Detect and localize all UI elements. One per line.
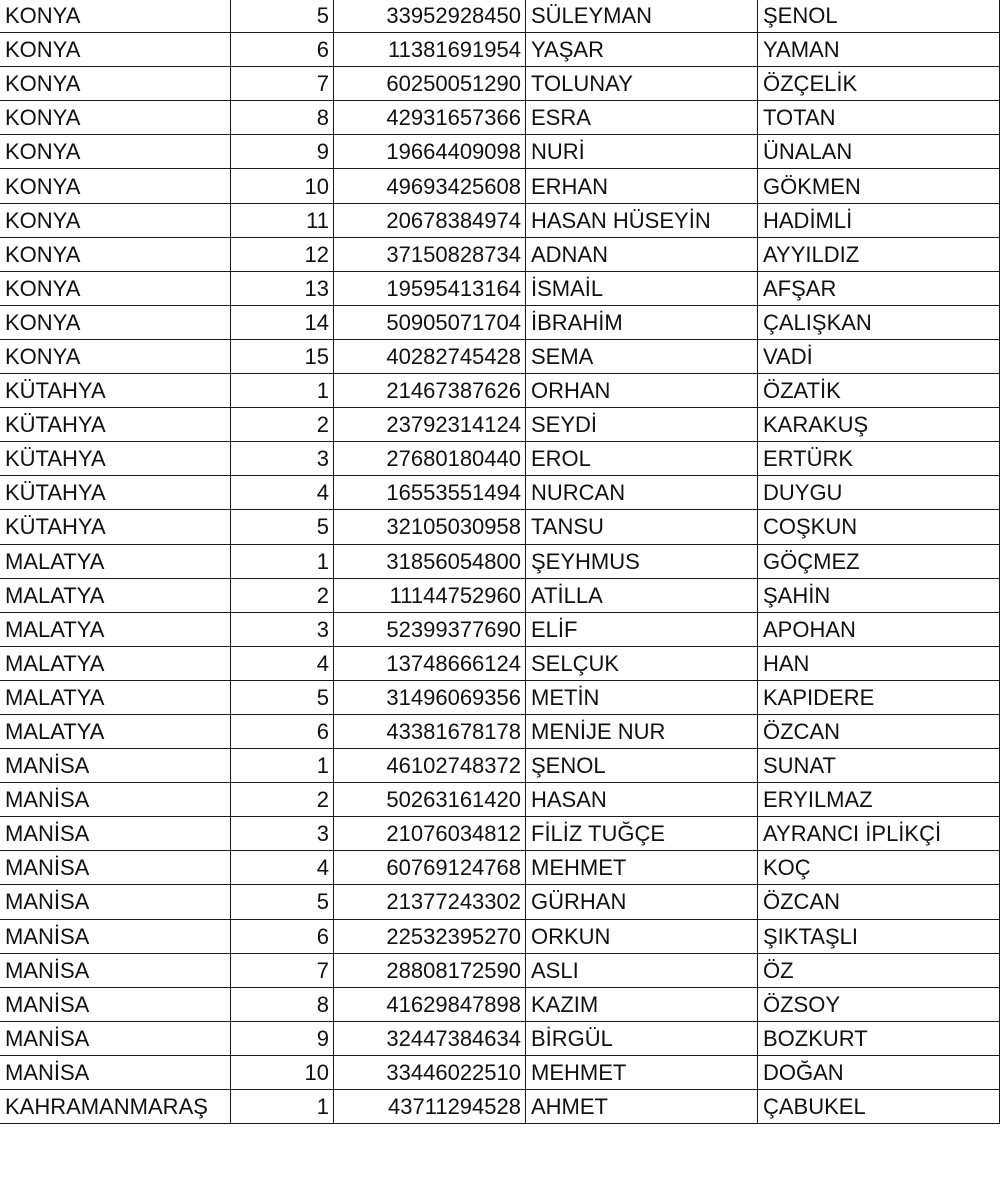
row-number-cell[interactable]: 3: [231, 442, 334, 476]
row-number-cell[interactable]: 13: [231, 271, 334, 305]
table-row: [0, 885, 1000, 919]
first-name-cell[interactable]: TANSU: [526, 510, 758, 544]
province-cell[interactable]: MANİSA: [0, 817, 231, 851]
last-name-cell[interactable]: ÇALIŞKAN: [758, 305, 1000, 339]
row-number-cell[interactable]: 1: [231, 749, 334, 783]
row-number-cell[interactable]: 3: [231, 817, 334, 851]
table-row: [0, 374, 1000, 408]
first-name-cell[interactable]: MEHMET: [526, 1055, 758, 1089]
table-row: [0, 101, 1000, 135]
id-number-cell[interactable]: 19664409098: [334, 135, 526, 169]
row-number-cell[interactable]: 8: [231, 101, 334, 135]
first-name-cell[interactable]: KAZIM: [526, 987, 758, 1021]
province-cell[interactable]: KONYA: [0, 135, 231, 169]
first-name-cell[interactable]: ERHAN: [526, 169, 758, 203]
province-cell[interactable]: KONYA: [0, 67, 231, 101]
last-name-cell[interactable]: ÖZCAN: [758, 714, 1000, 748]
first-name-cell[interactable]: HASAN: [526, 783, 758, 817]
id-number-cell[interactable]: 16553551494: [334, 476, 526, 510]
table-row: [0, 408, 1000, 442]
province-cell[interactable]: KONYA: [0, 305, 231, 339]
id-number-cell[interactable]: 50905071704: [334, 305, 526, 339]
last-name-cell[interactable]: ERTÜRK: [758, 442, 1000, 476]
row-number-cell[interactable]: 1: [231, 544, 334, 578]
id-number-cell[interactable]: 32447384634: [334, 1021, 526, 1055]
id-number-cell[interactable]: 50263161420: [334, 783, 526, 817]
last-name-cell[interactable]: VADİ: [758, 339, 1000, 373]
first-name-cell[interactable]: SELÇUK: [526, 646, 758, 680]
table-row: [0, 953, 1000, 987]
table-row: [0, 987, 1000, 1021]
table-row: [0, 612, 1000, 646]
province-cell[interactable]: KÜTAHYA: [0, 374, 231, 408]
province-cell[interactable]: MALATYA: [0, 544, 231, 578]
id-number-cell[interactable]: 42931657366: [334, 101, 526, 135]
province-cell[interactable]: MALATYA: [0, 680, 231, 714]
last-name-cell[interactable]: KOÇ: [758, 851, 1000, 885]
province-cell[interactable]: MANİSA: [0, 851, 231, 885]
row-number-cell[interactable]: 4: [231, 851, 334, 885]
id-number-cell[interactable]: 52399377690: [334, 612, 526, 646]
last-name-cell[interactable]: AYYILDIZ: [758, 237, 1000, 271]
last-name-cell[interactable]: HADİMLİ: [758, 203, 1000, 237]
table-row: [0, 271, 1000, 305]
row-number-cell[interactable]: 11: [231, 203, 334, 237]
last-name-cell[interactable]: BOZKURT: [758, 1021, 1000, 1055]
last-name-cell[interactable]: ÖZATİK: [758, 374, 1000, 408]
province-cell[interactable]: MALATYA: [0, 646, 231, 680]
row-number-cell[interactable]: 10: [231, 169, 334, 203]
last-name-cell[interactable]: SUNAT: [758, 749, 1000, 783]
last-name-cell[interactable]: ŞIKTAŞLI: [758, 919, 1000, 953]
table-row: [0, 33, 1000, 67]
id-number-cell[interactable]: 11381691954: [334, 33, 526, 67]
last-name-cell[interactable]: APOHAN: [758, 612, 1000, 646]
first-name-cell[interactable]: ASLI: [526, 953, 758, 987]
id-number-cell[interactable]: 41629847898: [334, 987, 526, 1021]
id-number-cell[interactable]: 43711294528: [334, 1090, 526, 1124]
province-cell[interactable]: MANİSA: [0, 783, 231, 817]
province-cell[interactable]: MANİSA: [0, 953, 231, 987]
last-name-cell[interactable]: ÇABUKEL: [758, 1090, 1000, 1124]
province-cell[interactable]: MANİSA: [0, 1021, 231, 1055]
row-number-cell[interactable]: 6: [231, 919, 334, 953]
province-cell[interactable]: KONYA: [0, 339, 231, 373]
id-number-cell[interactable]: 22532395270: [334, 919, 526, 953]
table-row: [0, 67, 1000, 101]
first-name-cell[interactable]: İBRAHİM: [526, 305, 758, 339]
id-number-cell[interactable]: 20678384974: [334, 203, 526, 237]
row-number-cell[interactable]: 5: [231, 680, 334, 714]
last-name-cell[interactable]: ŞAHİN: [758, 578, 1000, 612]
last-name-cell[interactable]: ÖZ: [758, 953, 1000, 987]
province-cell[interactable]: MANİSA: [0, 749, 231, 783]
last-name-cell[interactable]: YAMAN: [758, 33, 1000, 67]
id-number-cell[interactable]: 43381678178: [334, 714, 526, 748]
table-row: [0, 237, 1000, 271]
first-name-cell[interactable]: YAŞAR: [526, 33, 758, 67]
table-row: [0, 0, 1000, 33]
first-name-cell[interactable]: ADNAN: [526, 237, 758, 271]
table-row: [0, 680, 1000, 714]
row-number-cell[interactable]: 6: [231, 714, 334, 748]
row-number-cell[interactable]: 3: [231, 612, 334, 646]
id-number-cell[interactable]: 19595413164: [334, 271, 526, 305]
id-number-cell[interactable]: 32105030958: [334, 510, 526, 544]
province-cell[interactable]: KONYA: [0, 237, 231, 271]
row-number-cell[interactable]: 5: [231, 0, 334, 33]
row-number-cell[interactable]: 9: [231, 135, 334, 169]
table-row: [0, 1021, 1000, 1055]
row-number-cell[interactable]: 1: [231, 374, 334, 408]
row-number-cell[interactable]: 5: [231, 510, 334, 544]
province-cell[interactable]: KÜTAHYA: [0, 510, 231, 544]
id-number-cell[interactable]: 23792314124: [334, 408, 526, 442]
first-name-cell[interactable]: SEYDİ: [526, 408, 758, 442]
row-number-cell[interactable]: 6: [231, 33, 334, 67]
table-row: [0, 135, 1000, 169]
first-name-cell[interactable]: ATİLLA: [526, 578, 758, 612]
id-number-cell[interactable]: 37150828734: [334, 237, 526, 271]
first-name-cell[interactable]: EROL: [526, 442, 758, 476]
first-name-cell[interactable]: FİLİZ TUĞÇE: [526, 817, 758, 851]
province-cell[interactable]: KAHRAMANMARAŞ: [0, 1090, 231, 1124]
first-name-cell[interactable]: HASAN HÜSEYİN: [526, 203, 758, 237]
row-number-cell[interactable]: 10: [231, 1055, 334, 1089]
table-row: [0, 442, 1000, 476]
province-cell[interactable]: KÜTAHYA: [0, 476, 231, 510]
first-name-cell[interactable]: SEMA: [526, 339, 758, 373]
last-name-cell[interactable]: GÖÇMEZ: [758, 544, 1000, 578]
first-name-cell[interactable]: MENİJE NUR: [526, 714, 758, 748]
table-row: [0, 339, 1000, 373]
first-name-cell[interactable]: İSMAİL: [526, 271, 758, 305]
first-name-cell[interactable]: ŞENOL: [526, 749, 758, 783]
province-cell[interactable]: KONYA: [0, 33, 231, 67]
id-number-cell[interactable]: 33446022510: [334, 1055, 526, 1089]
last-name-cell[interactable]: COŞKUN: [758, 510, 1000, 544]
last-name-cell[interactable]: TOTAN: [758, 101, 1000, 135]
province-cell[interactable]: MANİSA: [0, 885, 231, 919]
first-name-cell[interactable]: AHMET: [526, 1090, 758, 1124]
id-number-cell[interactable]: 49693425608: [334, 169, 526, 203]
row-number-cell[interactable]: 4: [231, 476, 334, 510]
last-name-cell[interactable]: HAN: [758, 646, 1000, 680]
first-name-cell[interactable]: GÜRHAN: [526, 885, 758, 919]
id-number-cell[interactable]: 21467387626: [334, 374, 526, 408]
last-name-cell[interactable]: ERYILMAZ: [758, 783, 1000, 817]
first-name-cell[interactable]: BİRGÜL: [526, 1021, 758, 1055]
id-number-cell[interactable]: 27680180440: [334, 442, 526, 476]
table-row: [0, 578, 1000, 612]
id-number-cell[interactable]: 46102748372: [334, 749, 526, 783]
id-number-cell[interactable]: 11144752960: [334, 578, 526, 612]
first-name-cell[interactable]: ORKUN: [526, 919, 758, 953]
table-row: [0, 646, 1000, 680]
first-name-cell[interactable]: ELİF: [526, 612, 758, 646]
last-name-cell[interactable]: ŞENOL: [758, 0, 1000, 33]
row-number-cell[interactable]: 2: [231, 783, 334, 817]
table-row: [0, 305, 1000, 339]
table-row: [0, 749, 1000, 783]
row-number-cell[interactable]: 2: [231, 578, 334, 612]
province-cell[interactable]: KONYA: [0, 101, 231, 135]
last-name-cell[interactable]: KAPIDERE: [758, 680, 1000, 714]
last-name-cell[interactable]: ÜNALAN: [758, 135, 1000, 169]
table-row: [0, 476, 1000, 510]
province-cell[interactable]: MALATYA: [0, 578, 231, 612]
province-cell[interactable]: KÜTAHYA: [0, 442, 231, 476]
first-name-cell[interactable]: SÜLEYMAN: [526, 0, 758, 33]
last-name-cell[interactable]: DUYGU: [758, 476, 1000, 510]
table-row: [0, 169, 1000, 203]
id-number-cell[interactable]: 60769124768: [334, 851, 526, 885]
table-row: [0, 1090, 1000, 1124]
row-number-cell[interactable]: 8: [231, 987, 334, 1021]
last-name-cell[interactable]: ÖZSOY: [758, 987, 1000, 1021]
id-number-cell[interactable]: 40282745428: [334, 339, 526, 373]
table-row: [0, 714, 1000, 748]
last-name-cell[interactable]: ÖZCAN: [758, 885, 1000, 919]
last-name-cell[interactable]: GÖKMEN: [758, 169, 1000, 203]
table-row: [0, 817, 1000, 851]
table-row: [0, 851, 1000, 885]
id-number-cell[interactable]: 31856054800: [334, 544, 526, 578]
row-number-cell[interactable]: 4: [231, 646, 334, 680]
first-name-cell[interactable]: ESRA: [526, 101, 758, 135]
table-row: [0, 544, 1000, 578]
province-cell[interactable]: MANİSA: [0, 919, 231, 953]
row-number-cell[interactable]: 5: [231, 885, 334, 919]
id-number-cell[interactable]: 31496069356: [334, 680, 526, 714]
province-cell[interactable]: KONYA: [0, 169, 231, 203]
row-number-cell[interactable]: 15: [231, 339, 334, 373]
first-name-cell[interactable]: ORHAN: [526, 374, 758, 408]
id-number-cell[interactable]: 60250051290: [334, 67, 526, 101]
id-number-cell[interactable]: 21377243302: [334, 885, 526, 919]
province-cell[interactable]: MALATYA: [0, 714, 231, 748]
province-cell[interactable]: KONYA: [0, 203, 231, 237]
province-cell[interactable]: MALATYA: [0, 612, 231, 646]
first-name-cell[interactable]: METİN: [526, 680, 758, 714]
row-number-cell[interactable]: 7: [231, 953, 334, 987]
province-cell[interactable]: KONYA: [0, 271, 231, 305]
province-cell[interactable]: MANİSA: [0, 987, 231, 1021]
row-number-cell[interactable]: 1: [231, 1090, 334, 1124]
table-row: [0, 510, 1000, 544]
id-number-cell[interactable]: 33952928450: [334, 0, 526, 33]
last-name-cell[interactable]: KARAKUŞ: [758, 408, 1000, 442]
first-name-cell[interactable]: MEHMET: [526, 851, 758, 885]
first-name-cell[interactable]: ŞEYHMUS: [526, 544, 758, 578]
row-number-cell[interactable]: 12: [231, 237, 334, 271]
last-name-cell[interactable]: AYRANCI İPLİKÇİ: [758, 817, 1000, 851]
row-number-cell[interactable]: 9: [231, 1021, 334, 1055]
last-name-cell[interactable]: ÖZÇELİK: [758, 67, 1000, 101]
id-number-cell[interactable]: 28808172590: [334, 953, 526, 987]
id-number-cell[interactable]: 21076034812: [334, 817, 526, 851]
first-name-cell[interactable]: NURİ: [526, 135, 758, 169]
first-name-cell[interactable]: NURCAN: [526, 476, 758, 510]
last-name-cell[interactable]: AFŞAR: [758, 271, 1000, 305]
table-row: [0, 919, 1000, 953]
table-row: [0, 783, 1000, 817]
table-row: [0, 1055, 1000, 1089]
row-number-cell[interactable]: 14: [231, 305, 334, 339]
first-name-cell[interactable]: TOLUNAY: [526, 67, 758, 101]
id-number-cell[interactable]: 13748666124: [334, 646, 526, 680]
row-number-cell[interactable]: 7: [231, 67, 334, 101]
last-name-cell[interactable]: DOĞAN: [758, 1055, 1000, 1089]
province-cell[interactable]: MANİSA: [0, 1055, 231, 1089]
row-number-cell[interactable]: 2: [231, 408, 334, 442]
province-cell[interactable]: KONYA: [0, 0, 231, 33]
province-cell[interactable]: KÜTAHYA: [0, 408, 231, 442]
table-row: [0, 203, 1000, 237]
